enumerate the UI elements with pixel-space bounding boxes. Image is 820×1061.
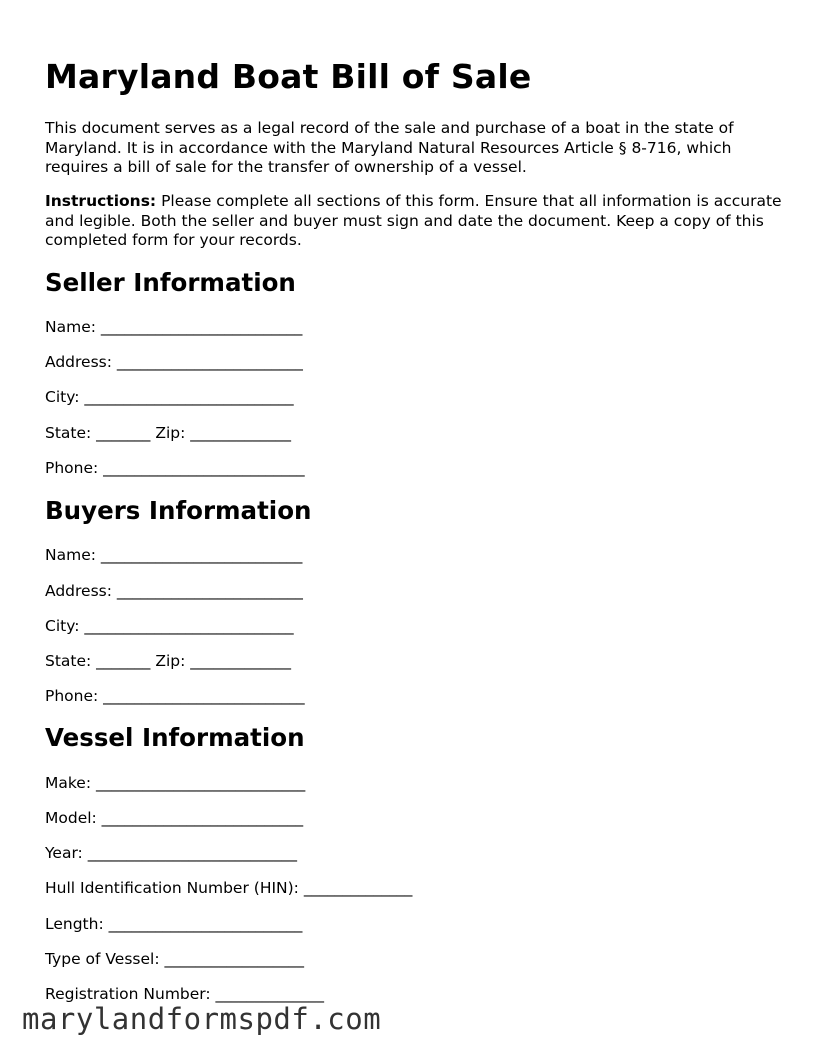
seller-address-field[interactable]: Address: ________________________: [45, 353, 303, 371]
buyer-phone-field[interactable]: Phone: __________________________: [45, 687, 305, 705]
vessel-model-field[interactable]: Model: __________________________: [45, 809, 304, 827]
vessel-type-field[interactable]: Type of Vessel: __________________: [45, 950, 304, 968]
buyer-name-field[interactable]: Name: __________________________: [45, 546, 303, 564]
seller-phone-field[interactable]: Phone: __________________________: [45, 459, 305, 477]
intro-paragraph: This document serves as a legal record of the sale and purchase of a boat in the state of Maryland. It is in accordance with the Maryland Natural Resources Article § 8-716, which requires a bill of sale for the transfer of ownership of a vessel.: [45, 119, 734, 176]
buyer-heading: Buyers Information: [45, 496, 312, 525]
seller-state-zip-field[interactable]: State: _______ Zip: _____________: [45, 424, 292, 442]
vessel-heading: Vessel Information: [45, 723, 305, 752]
seller-heading: Seller Information: [45, 268, 296, 297]
seller-city-field[interactable]: City: ___________________________: [45, 388, 294, 406]
page-title: Maryland Boat Bill of Sale: [45, 57, 532, 96]
vessel-hin-field[interactable]: Hull Identification Number (HIN): ______________: [45, 879, 413, 897]
buyer-city-field[interactable]: City: ___________________________: [45, 617, 294, 635]
vessel-make-field[interactable]: Make: ___________________________: [45, 774, 306, 792]
buyer-state-zip-field[interactable]: State: _______ Zip: _____________: [45, 652, 292, 670]
instructions-paragraph: [45, 192, 785, 251]
instructions-label: Instructions:: [45, 192, 157, 210]
site-watermark: marylandformspdf.com: [22, 1002, 382, 1036]
buyer-address-field[interactable]: Address: ________________________: [45, 582, 303, 600]
vessel-registration-field[interactable]: Registration Number: ______________: [45, 985, 325, 1003]
instructions-text: Please complete all sections of this form. Ensure that all information is accurate and legible. Both the seller and buyer must sign and date the document. Keep a copy of this completed form for your records.: [45, 192, 782, 249]
vessel-year-field[interactable]: Year: ___________________________: [45, 844, 297, 862]
seller-name-field[interactable]: Name: __________________________: [45, 318, 303, 336]
vessel-length-field[interactable]: Length: _________________________: [45, 915, 303, 933]
